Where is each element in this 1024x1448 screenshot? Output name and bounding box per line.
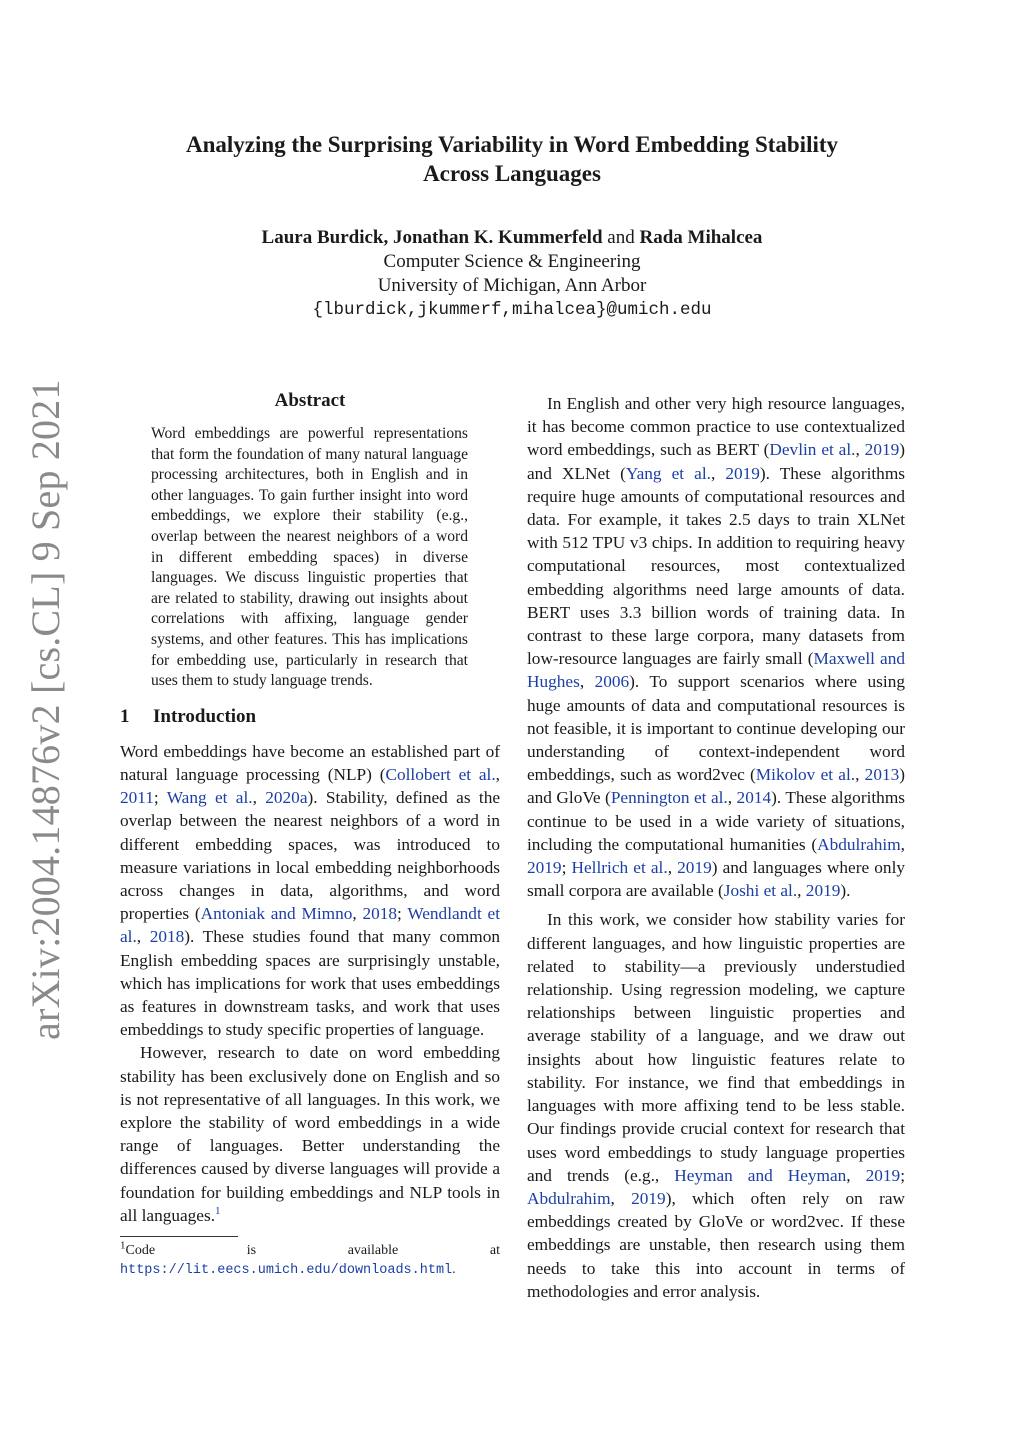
intro-paragraph-1: Word embeddings have become an established part of natural language processing (NLP) (Collobert et al., 2011; Wang et al., 2020a). Stability, defined as the overlap between the nearest neighbors of a word in different embedding spaces, was introduced to measure variations in local embedding neighborhoods across changes in data, algorithms, and word properties (Antoniak and Mimno, 2018; Wendlandt et al., 2018). These studies found that many common English embedding spaces are surprisingly unstable, which has implications for work that uses embeddings as features in downstream tasks, and work that uses embeddings to study specific properties of language. (120, 741, 501, 1040)
citation-link[interactable]: Collobert et al. (385, 764, 496, 784)
intro-paragraph-4: In this work, we consider how stability varies for different languages, and how linguistic properties are related to stability—a previously understudied relationship. Using regression modeling, we capture relationships between linguistic properties and average stability of a language, and we draw out insights about how linguistic features relate to stability. For instance, we find that embeddings in languages with more affixing tend to be less stable. Our findings provide crucial context for research that uses word embeddings to study language properties and trends (e.g., Heyman and Heyman, 2019; Abdulrahim, 2019), which often rely on raw embeddings created by GloVe or word2vec. If these embeddings are unstable, then research using them needs to take this into account in terms of methodologies and error analysis. (527, 910, 905, 1301)
author-and: and (607, 227, 635, 248)
citation-link[interactable]: Joshi et al. (723, 881, 798, 901)
citation-link[interactable]: Maxwell and Hughes (527, 649, 905, 692)
title-line-2: Across Languages (423, 161, 601, 186)
citation-link[interactable]: 2013 (864, 765, 900, 785)
citation-link[interactable]: Abdulrahim (527, 1188, 611, 1208)
citation-link[interactable]: 2019 (865, 1165, 901, 1185)
footnote-divider (120, 1236, 238, 1237)
section-number: 1 (120, 705, 130, 727)
right-column (527, 392, 905, 1303)
author-emails: {lburdick,jkummerf,mihalcea}@umich.edu (312, 300, 712, 320)
author-names (0, 226, 1024, 250)
citation-link[interactable]: 2019 (725, 463, 760, 483)
abstract-heading: Abstract (274, 390, 346, 411)
section-title: Introduction (153, 705, 257, 727)
section-heading-introduction (120, 706, 500, 728)
title-line-1: Analyzing the Surprising Variability in Word Embedding Stability (185, 132, 839, 157)
intro-paragraph-2: However, research to date on word embedding stability has been exclusively done on English and so is not representative of all languages. In this work, we explore the stability of word embeddings in a wide range of languages. Better understanding the differences caused by diverse languages will provide a foundation for building embeddings and NLP tools in all languages.$^1$ (120, 1043, 500, 1225)
citation-link[interactable]: 2020a (265, 788, 308, 808)
citation-link[interactable]: 2019 (864, 440, 900, 460)
author-university: University of Michigan, Ann Arbor (377, 275, 647, 296)
citation-link[interactable]: 2019 (805, 881, 841, 901)
citation-link[interactable]: Wang et al. (166, 788, 253, 808)
citation-link[interactable]: Wendlandt et al. (120, 904, 500, 947)
citation-link[interactable]: Yang et al. (625, 463, 711, 483)
left-column (120, 390, 500, 1280)
citation-link[interactable]: Mikolov et al. (755, 765, 856, 785)
citation-link[interactable]: Devlin et al. (769, 440, 856, 460)
citation-link[interactable]: 2019 (631, 1188, 666, 1208)
citation-link[interactable]: Antoniak and Mimno (200, 904, 353, 924)
citation-link[interactable]: 2019 (527, 858, 562, 878)
paper-title (0, 130, 1024, 188)
author-block (0, 226, 1024, 322)
author-department: Computer Science & Engineering (383, 251, 641, 272)
citation-link[interactable]: 2014 (736, 788, 772, 808)
abstract-text: Word embeddings are powerful representations that form the foundation of many natural language processing architectures, both in English and in other languages. To gain further insight into word embeddings, we explore their stability (e.g., overlap between the nearest neighbors of a word in different embedding spaces) in diverse languages. We discuss linguistic properties that are related to stability, drawing out insights about correlations with affixing, language gender systems, and other features. This has implications for embedding use, particularly in research that uses them to study language trends. (151, 425, 468, 690)
citation-link[interactable]: 2006 (594, 672, 630, 692)
arxiv-identifier-stamp: arXiv:2004.14876v2 [cs.CL] 9 Sep 2021 (23, 379, 68, 1040)
footnote-number: 1 (120, 1239, 126, 1252)
citation-link[interactable]: 2018 (362, 904, 398, 924)
citation-link[interactable]: 2018 (149, 927, 185, 947)
citation-link[interactable]: 2019 (677, 858, 712, 878)
citation-link[interactable]: Pennington et al. (610, 788, 728, 808)
citation-link[interactable]: Heyman and Heyman (674, 1165, 847, 1185)
author-names-last: Rada Mihalcea (639, 227, 763, 248)
code-url-link[interactable]: https://lit.eecs.umich.edu/downloads.html (120, 1262, 453, 1278)
footnote: $^1$Code is available at https://lit.eecs.umich.edu/downloads.html. (120, 1239, 500, 1278)
citation-link[interactable]: Abdulrahim (817, 834, 901, 854)
intro-paragraph-3: In English and other very high resource languages, it has become common practice to use contextualized word embeddings, such as BERT (Devlin et al., 2019) and XLNet (Yang et al., 2019). These algorithms require huge amounts of computational resources and data. For example, it takes 2.5 days to train XLNet with 512 TPU v3 chips. In addition to requiring heavy computational resources, most contextualized embedding algorithms need large amounts of data. BERT uses 3.3 billion words of training data. In contrast to these large corpora, many datasets from low-resource languages are fairly small (Maxwell and Hughes, 2006). To support scenarios where using huge amounts of data and computational resources is not feasible, it is important to continue developing our understanding of context-independent word embeddings, such as word2vec (Mikolov et al., 2013) and GloVe (Pennington et al., 2014). These algorithms continue to be used in a wide variety of situations, including the computational humanities (Abdulrahim, 2019; Hellrich et al., 2019) and languages where only small corpora are available (Joshi et al., 2019). (527, 394, 906, 901)
citation-link[interactable]: 2011 (120, 788, 154, 808)
citation-link[interactable]: Hellrich et al. (571, 858, 668, 878)
author-names-first: Laura Burdick, Jonathan K. Kummerfeld (261, 227, 603, 248)
footnote-marker[interactable]: 1 (215, 1205, 221, 1218)
